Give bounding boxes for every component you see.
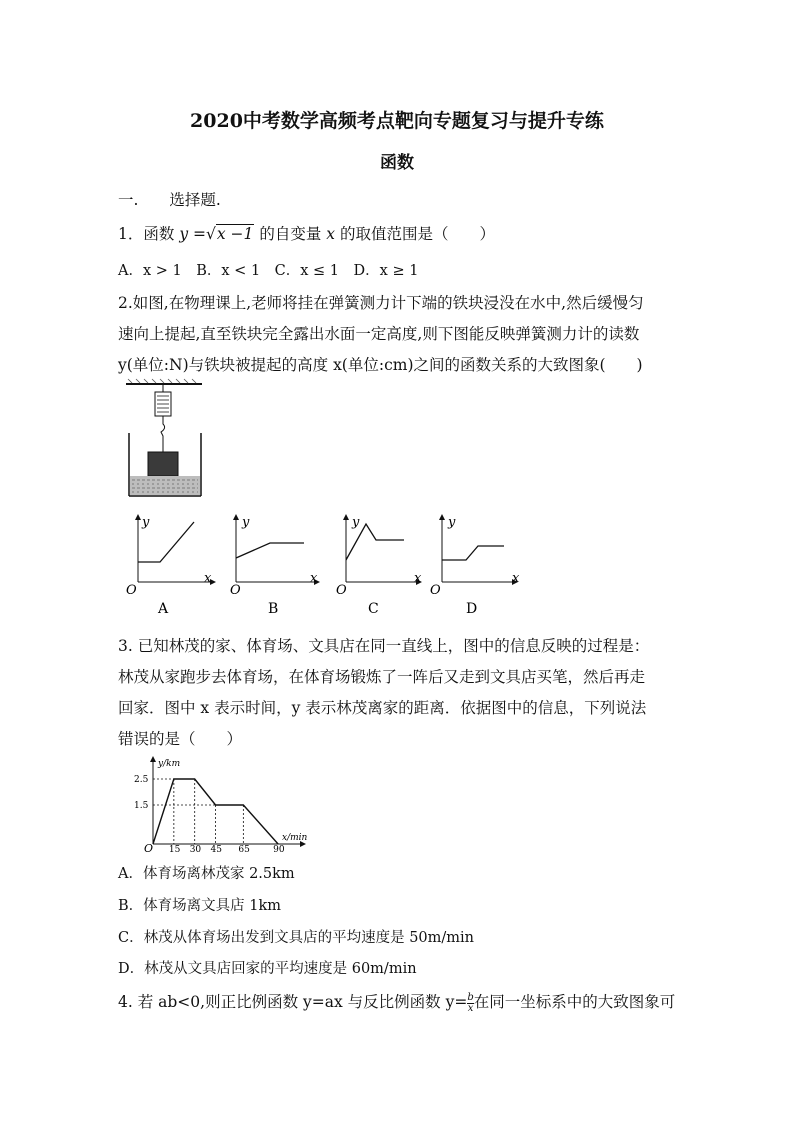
document-subtitle: 函数 [380,153,414,173]
q2-graph-c-y-label: y [352,515,360,530]
q2-graph-c-origin: O [336,583,347,598]
q2-graph-a-x-label: x [204,571,212,586]
q2-graph-d-label: D [466,601,478,617]
q2-graph-c-label: C [368,601,379,617]
q3-x-tick-label: 45 [210,845,223,852]
q3-x-tick-label: 15 [168,845,181,852]
spring-scale-illustration [122,378,208,500]
q2-graph-d-x-label: x [512,571,520,586]
q3-line-1: 3. 已知林茂的家、体育场、文具店在同一直线上，图中的信息反映的过程是： [118,637,650,655]
q3-option-a: A．体育场离林茂家 2.5km [118,866,295,882]
document-title: 2020中考数学高频考点靶向专题复习与提升专练 [190,110,604,132]
question-4 [118,990,675,1014]
q2-graph-b [222,510,322,620]
q3-y-tick-label: 2.5 [134,775,149,785]
q4-suffix: 在同一坐标系中的大致图象可 [473,993,676,1011]
q3-option-c: C．林茂从体育场出发到文具店的平均速度是 50m/min [118,930,475,946]
q3-ylabel: y/km [158,759,181,769]
q1-options: A．x > 1 B．x < 1 C．x ≤ 1 D．x ≥ 1 [118,263,419,279]
q3-line-4: 错误的是（ ） [118,730,243,748]
q2-graph-b-x-label: x [310,571,318,586]
section-heading: 一. 选择题. [118,191,221,209]
question-1: 1．函数 y =√x −1 的自变量 x 的取值范围是（ ） [118,225,495,243]
q3-xlabel: x/min [282,833,308,843]
q3-x-tick-label: 65 [238,845,250,852]
q2-graph-b-label: B [268,601,279,617]
q1-prefix: 1．函数 [118,225,175,243]
q2-line-3: y(单位:N)与铁块被提起的高度 x(单位:cm)之间的函数关系的大致图象( ) [118,356,643,374]
q2-graph-d [422,510,522,620]
q2-line-1: 2.如图,在物理课上,老师将挂在弹簧测力计下端的铁块浸没在水中,然后缓慢匀 [118,294,644,312]
q2-graph-a-origin: O [126,583,137,598]
q3-x-tick-label: 90 [273,845,285,852]
q2-graph-b-y-label: y [242,515,250,530]
q2-graph-a-y-label: y [142,515,150,530]
q2-graph-a-label: A [158,601,169,617]
q3-y-tick-label: 1.5 [134,801,149,811]
q2-line-2: 速向上提起,直至铁块完全露出水面一定高度,则下图能反映弹簧测力计的读数 [118,325,640,343]
q1-suffix: 的自变量 [259,225,322,243]
q3-distance-time-chart [132,756,310,852]
q3-line-3: 回家．图中 x 表示时间，y 表示林茂离家的距离．依据图中的信息，下列说法 [118,699,647,717]
q2-graph-b-origin: O [230,583,241,598]
q4-prefix: 4. 若 ab<0,则正比例函数 y=ax 与反比例函数 y= [118,993,468,1011]
q1-formula-lhs: y = [179,225,206,243]
q2-graph-c-x-label: x [414,571,422,586]
q1-suffix2: 的取值范围是（ ） [339,225,495,243]
q3-option-b: B．体育场离文具店 1km [118,898,282,914]
q1-radicand: x −1 [216,225,254,243]
q2-graph-d-y-label: y [448,515,456,530]
q3-origin: O [144,842,154,852]
q4-frac-den: x [467,1002,474,1014]
q1-var: x [326,225,336,243]
q2-graph-a [118,510,218,620]
q3-line-2: 林茂从家跑步去体育场，在体育场锻炼了一阵后又走到文具店买笔，然后再走 [118,668,646,686]
q2-graph-d-origin: O [430,583,441,598]
q3-x-tick-label: 30 [189,845,202,852]
q2-graph-c [330,510,430,620]
q3-option-d: D．林茂从文具店回家的平均速度是 60m/min [118,961,417,977]
q4-frac-num: b [467,991,474,1003]
